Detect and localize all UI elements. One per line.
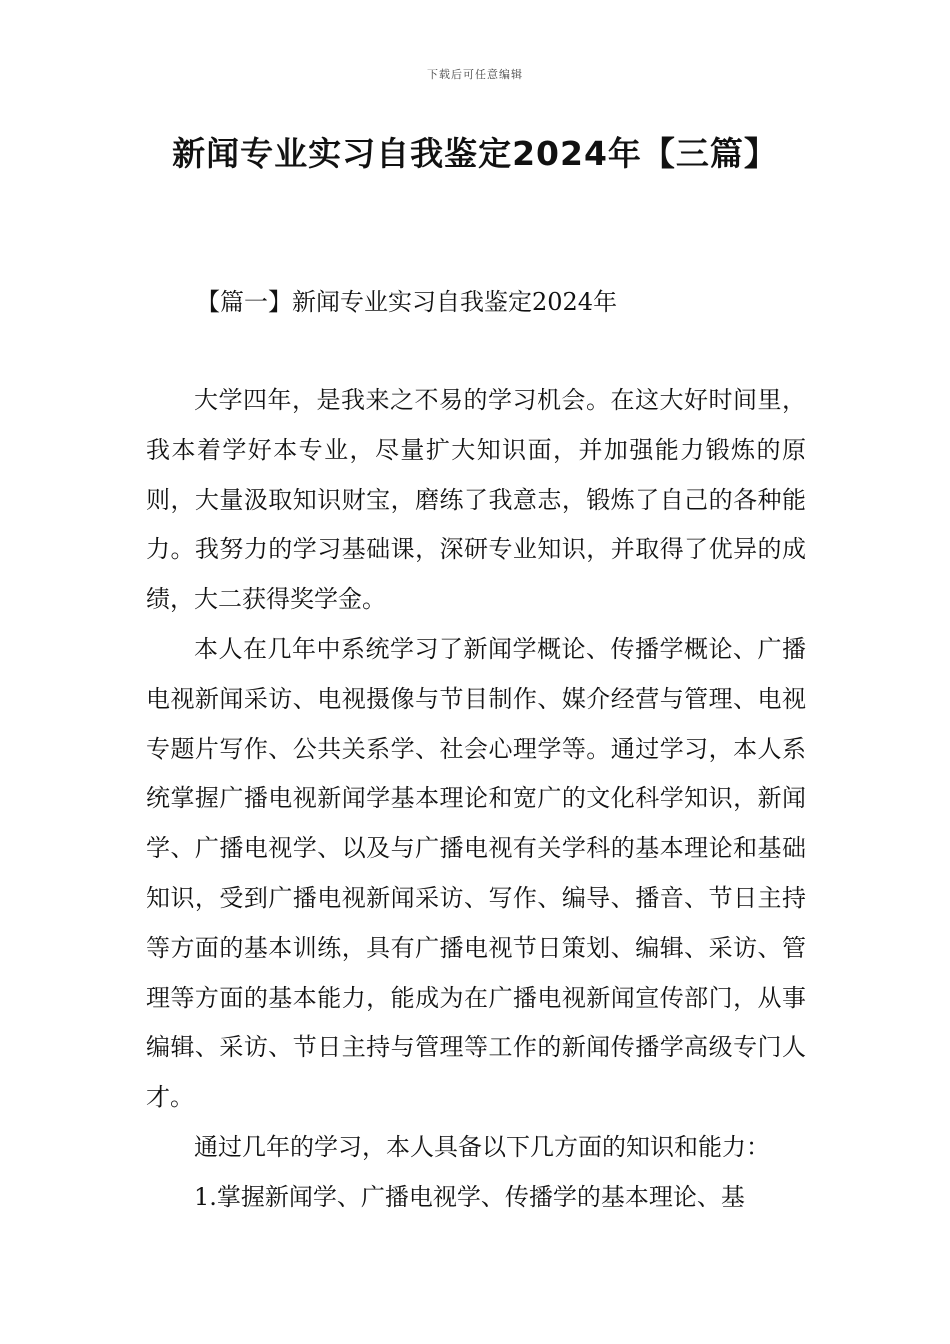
paragraph: 大学四年，是我来之不易的学习机会。在这大好时间里，我本着学好本专业，尽量扩大知识面，并加强能力锻炼的原则，大量汲取知识财宝，磨练了我意志，锻炼了自己的各种能力。我努力的学习基础课，深研专业知识，并取得了优异的成绩，大二获得奖学金。 <box>146 386 806 614</box>
header-note: 下载后可任意编辑 <box>427 68 523 81</box>
paragraph: 1.掌握新闻学、广播电视学、传播学的基本理论、基 <box>194 1182 745 1211</box>
document-title: 新闻专业实习自我鉴定2024年【三篇】 <box>172 134 778 173</box>
section-heading: 【篇一】新闻专业实习自我鉴定2024年 <box>196 288 618 316</box>
body-text <box>146 376 806 1223</box>
paragraph: 本人在几年中系统学习了新闻学概论、传播学概论、广播电视新闻采访、电视摄像与节目制作、媒介经营与管理、电视专题片写作、公共关系学、社会心理学等。通过学习，本人系统掌握广播电视新闻学基本理论和宽广的文化科学知识，新闻学、广播电视学、以及与广播电视有关学科的基本理论和基础知识，受到广播电视新闻采访、写作、编导、播音、节日主持等方面的基本训练，具有广播电视节日策划、编辑、采访、管理等方面的基本能力，能成为在广播电视新闻宣传部门，从事编辑、采访、节日主持与管理等工作的新闻传播学高级专门人才。 <box>146 634 806 1112</box>
paragraph: 通过几年的学习，本人具备以下几方面的知识和能力： <box>194 1132 770 1161</box>
